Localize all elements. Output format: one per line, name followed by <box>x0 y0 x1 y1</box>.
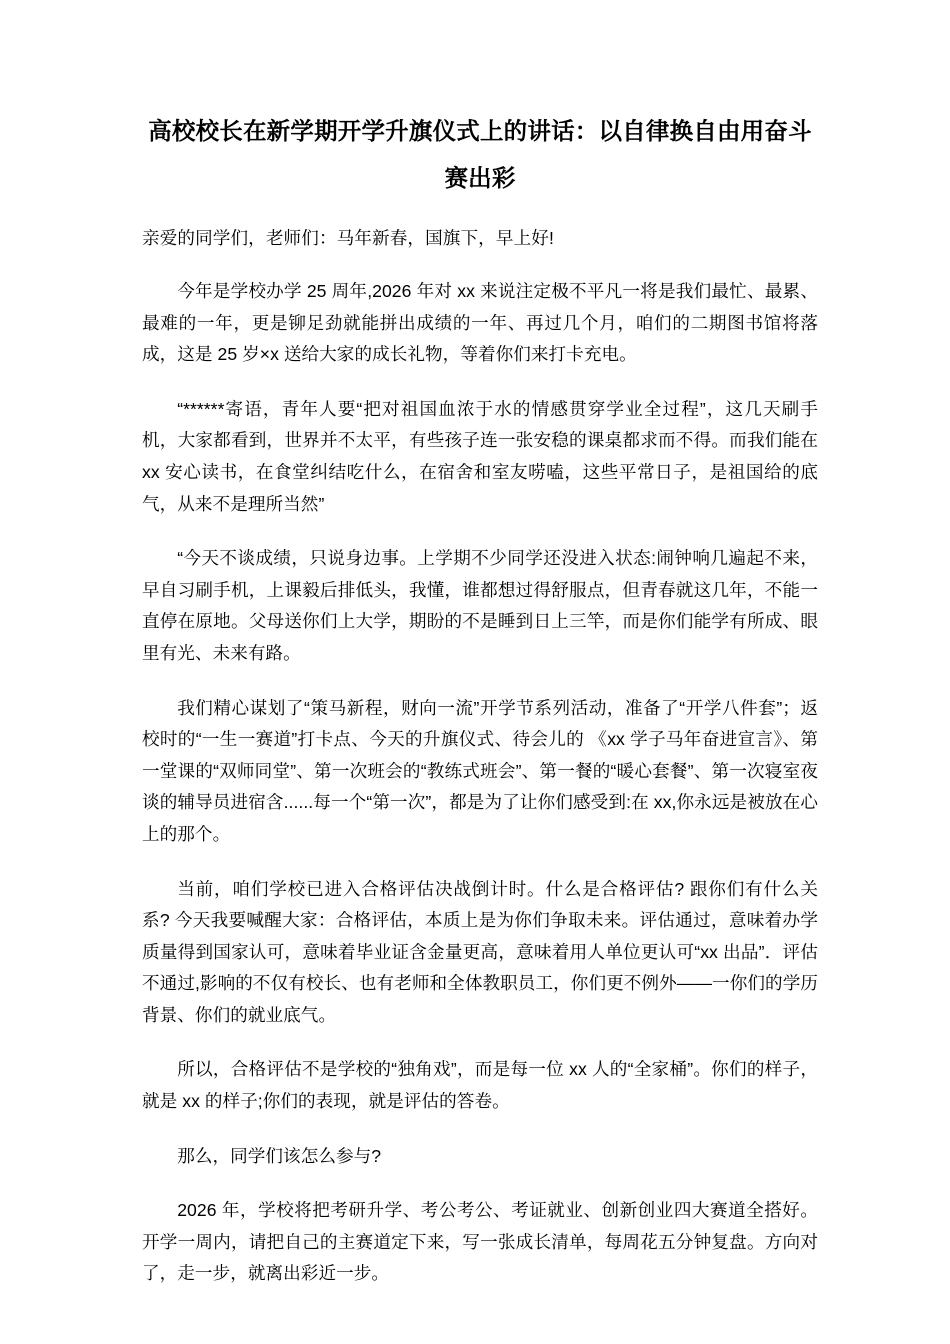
salutation-line: 亲爱的同学们，老师们：马年新春，国旗下，早上好! <box>142 228 554 248</box>
body-paragraph-6: 所以，合格评估不是学校的“独角戏”，而是每一位 xx 人的“全家桶”。你们的样子，就是 xx 的样子;你们的表现，就是评估的答卷。 <box>142 1059 818 1112</box>
body-paragraph-4: 我们精心谋划了“策马新程，财向一流”开学节系列活动，准备了“开学八件套”；返校时的“一生一赛道”打卡点、今天的升旗仪式、待会儿的 《xx 学子马年奋进宣言》、第一堂课的“双师同堂”、第一次班会的“教练式班会”、第一餐的“暖心套餐”、第一次寝室夜谈的辅导员进宿含......每一个“第一次”，都是为了让你们感受到:在 xx,你永远是被放在心上的那个。 <box>142 697 818 844</box>
body-paragraph-2: “******寄语，青年人要“把对祖国血浓于水的情感贯穿学业全过程”，这几天刷手机，大家都看到，世界并不太平，有些孩子连一张安稳的课桌都求而不得。而我们能在 xx 安心读书，在食堂纠结吃什么，在宿舍和室友唠嗑，这些平常日子，是祖国给的底气，从来不是理所当然” <box>142 398 818 514</box>
body-paragraph-1: 今年是学校办学 25 周年,2026 年对 xx 来说注定极不平凡一将是我们最忙、最累、最难的一年，更是铆足劲就能拼出成绩的一年、再过几个月，咱们的二期图书馆将落成，这是 25 岁×x 送给大家的成长礼物，等着你们来打卡充电。 <box>142 281 818 365</box>
body-paragraph-5: 当前，咱们学校已进入合格评估决战倒计时。什么是合格评估? 跟你们有什么关系? 今天我要喊醒大家：合格评估，本质上是为你们争取未来。评估通过，意味着办学质量得到国家认可，意味着毕业证含金量更高，意味着用人单位更认可“xx 出品”．评估不通过,影响的不仅有校长、也有老师和全体教职员工，你们更不例外——一你们的学历背景、你们的就业底气。 <box>142 878 818 1025</box>
body-paragraph-7: 那么，同学们该怎么参与? <box>177 1145 382 1166</box>
page-title: 高校校长在新学期开学升旗仪式上的讲话：以自律换自由用奋斗赛出彩 <box>148 118 812 191</box>
body-paragraph-3: “今天不谈成绩，只说身边事。上学期不少同学还没进入状态:闹钟响几遍起不来，早自习刷手机，上课毅后排低头，我懂，谁都想过得舒服点，但青春就这几年，不能一直停在原地。父母送你们上大学，期盼的不是睡到日上三竿，而是你们能学有所成、眼里有光、未来有路。 <box>142 548 818 663</box>
body-paragraph-8: 2026 年，学校将把考研升学、考公考公、考证就业、创新创业四大赛道全搭好。开学一周内，请把自己的主赛道定下来，写一张成长清单，每周花五分钟复盘。方向对了，走一步，就离出彩近一步。 <box>142 1200 818 1284</box>
